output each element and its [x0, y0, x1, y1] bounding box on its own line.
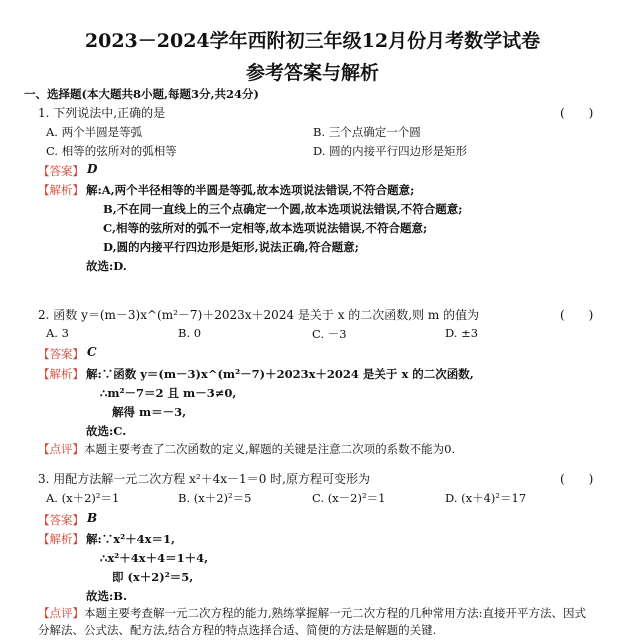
- q3-stem: 3. 用配方法解一元二次方程 x²＋4x－1＝0 时,原方程可变形为: [38, 472, 370, 486]
- q3-comment-tag: 【点评】: [38, 606, 84, 620]
- q3-option-a: A. (x＋2)²＝1: [46, 491, 120, 505]
- q3-solution-line: 解:∵x²＋4x＝1,: [86, 532, 176, 546]
- q3-solution-line: 即 (x＋2)²＝5,: [112, 570, 194, 584]
- q1-option-a: A. 两个半圆是等弧: [46, 125, 143, 139]
- q3-answer-blank: ( ): [560, 472, 594, 486]
- q1-option-d: D. 圆的内接平行四边形是矩形: [313, 144, 468, 158]
- q1-solution-line: D,圆的内接平行四边形是矩形,说法正确,符合题意;: [103, 240, 359, 254]
- q1-solution-line: 故选:D.: [86, 259, 127, 273]
- q2-option-b: B. 0: [178, 326, 202, 340]
- q3-comment-line: 分解法、公式法、配方法,结合方程的特点选择合适、简便的方法是解题的关键.: [38, 623, 437, 637]
- q3-option-c: C. (x－2)²＝1: [312, 491, 386, 505]
- q2-solution-line: 故选:C.: [86, 424, 127, 438]
- q2-answer-blank: ( ): [560, 308, 594, 322]
- q2-comment-tag: 【点评】: [38, 442, 84, 456]
- q1-option-b: B. 三个点确定一个圆: [313, 125, 421, 139]
- q3-answer: B: [87, 511, 98, 525]
- q2-solution-line: 解得 m＝－3,: [112, 405, 187, 419]
- q2-option-a: A. 3: [46, 326, 69, 340]
- q1-solution-line: B,不在同一直线上的三个点确定一个圆,故本选项说法错误,不符合题意;: [103, 202, 463, 216]
- page-title: 2023－2024学年西附初三年级12月份月考数学试卷: [84, 30, 541, 52]
- q2-comment: 本题主要考查了二次函数的定义,解题的关键是注意二次项的系数不能为0.: [84, 442, 456, 456]
- q2-analysis-tag: 【解析】: [38, 367, 84, 381]
- q2-solution-line: ∴m²－7＝2 且 m－3≠0,: [100, 386, 237, 400]
- q1-answer: D: [87, 162, 98, 176]
- page-subtitle: 参考答案与解析: [245, 62, 379, 84]
- q2-solution-line: 解:∵函数 y＝(m－3)x^(m²－7)＋2023x＋2024 是关于 x 的二次函数,: [86, 367, 474, 381]
- q2-option-c: C. －3: [312, 327, 347, 341]
- q3-option-d: D. (x＋4)²＝17: [445, 491, 527, 505]
- section-header: 一、选择题(本大题共8小题,每题3分,共24分): [24, 87, 259, 101]
- q3-analysis-tag: 【解析】: [38, 532, 84, 546]
- q1-answer-tag: 【答案】: [38, 164, 84, 178]
- q3-answer-tag: 【答案】: [38, 513, 84, 527]
- q2-answer-tag: 【答案】: [38, 347, 84, 361]
- q1-option-c: C. 相等的弦所对的弧相等: [46, 144, 177, 158]
- q1-stem: 1. 下列说法中,正确的是: [38, 106, 166, 120]
- q2-stem: 2. 函数 y＝(m－3)x^(m²－7)＋2023x＋2024 是关于 x 的二次函数,则 m 的值为: [38, 308, 480, 322]
- q2-option-d: D. ±3: [445, 326, 479, 340]
- q1-solution-line: 解:A,两个半径相等的半圆是等弧,故本选项说法错误,不符合题意;: [86, 183, 415, 197]
- q3-comment-line: 本题主要考查解一元二次方程的能力,熟练掌握解一元二次方程的几种常用方法:直接开平方法、因式: [84, 606, 587, 620]
- q3-solution-line: ∴x²＋4x＋4＝1＋4,: [100, 551, 209, 565]
- q3-option-b: B. (x＋2)²＝5: [178, 491, 252, 505]
- q1-answer-blank: ( ): [560, 106, 594, 120]
- q2-answer: C: [87, 345, 97, 359]
- q1-analysis-tag: 【解析】: [38, 183, 84, 197]
- q3-solution-line: 故选:B.: [86, 589, 127, 603]
- q1-solution-line: C,相等的弦所对的弧不一定相等,故本选项说法错误,不符合题意;: [103, 221, 428, 235]
